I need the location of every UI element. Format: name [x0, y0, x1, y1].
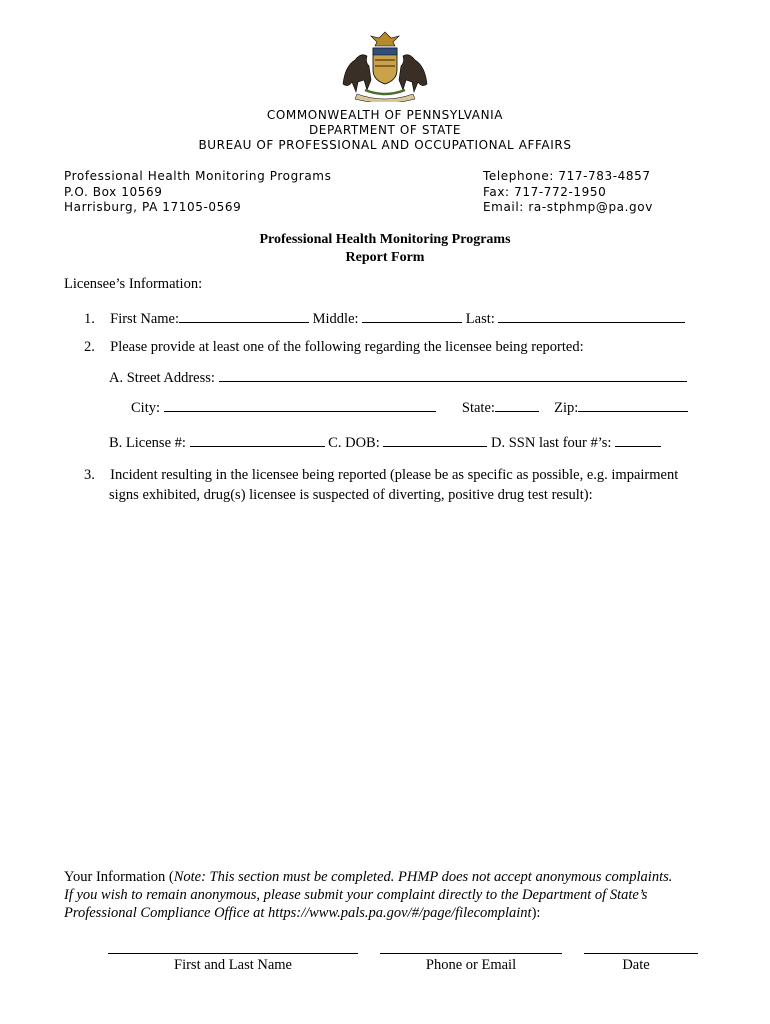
address-line-3: Harrisburg, PA 17105-0569	[64, 200, 242, 214]
agency-line-2: DEPARTMENT OF STATE	[308, 123, 462, 137]
item-1-row	[84, 309, 685, 328]
section-label: Licensee’s Information:	[64, 276, 203, 292]
address-line-1: Professional Health Monitoring Programs	[64, 169, 332, 183]
item-2-row	[84, 339, 584, 356]
item-number: 1.	[84, 311, 95, 327]
incident-description-area[interactable]	[64, 512, 704, 852]
last-name-field[interactable]	[498, 309, 685, 323]
ssn-label: D. SSN last four #’s:	[491, 435, 612, 451]
note-line-3: Professional Compliance Office at https://www.pals.pa.gov/#/page/filecomplaint	[64, 905, 532, 921]
fax: Fax: 717-772-1950	[483, 184, 607, 199]
date-label: Date	[622, 957, 650, 973]
form-title-line-1: Professional Health Monitoring Programs	[259, 232, 511, 247]
note-line-2: If you wish to remain anonymous, please submit your complaint directly to the Department of State’s	[64, 887, 648, 903]
street-address-row	[109, 368, 687, 387]
your-info-tail: ):	[531, 905, 541, 921]
city-row	[131, 398, 688, 417]
agency-header	[0, 108, 770, 153]
agency-line-1: COMMONWEALTH OF PENNSYLVANIA	[266, 108, 504, 122]
form-title	[0, 231, 770, 267]
zip-label: Zip:	[554, 400, 579, 416]
identifiers-row	[109, 433, 661, 452]
agency-line-3: BUREAU OF PROFESSIONAL AND OCCUPATIONAL AFFAIRS	[198, 138, 572, 152]
telephone: Telephone: 717-783-4857	[483, 169, 651, 183]
dob-label: C. DOB:	[328, 435, 380, 451]
item-3-line-1: Incident resulting in the licensee being reported (please be as specific as possible, e.g. impairment	[110, 467, 679, 483]
email: Email: ra-stphmp@pa.gov	[483, 200, 653, 214]
name-signature-line[interactable]	[108, 953, 358, 954]
your-info-line-3	[64, 905, 540, 922]
item-number: 2.	[84, 339, 95, 355]
dob-field[interactable]	[383, 433, 487, 447]
item-3-line-2: signs exhibited, drug(s) licensee is suspected of diverting, positive drug test result):	[109, 487, 593, 503]
state-field[interactable]	[495, 398, 539, 412]
contact-info	[483, 169, 653, 216]
your-info-line-1	[64, 869, 672, 886]
contact-label: Phone or Email	[425, 957, 517, 973]
middle-label: Middle:	[312, 311, 359, 327]
ssn-field[interactable]	[615, 433, 661, 447]
last-label: Last:	[465, 311, 495, 327]
street-address-field[interactable]	[219, 368, 687, 382]
note-line-1: Note: This section must be completed. PHMP does not accept anonymous complaints.	[173, 869, 673, 885]
city-label: City:	[131, 400, 161, 416]
street-address-label: A. Street Address:	[109, 370, 215, 386]
date-signature-line[interactable]	[584, 953, 698, 954]
item-2-text: Please provide at least one of the following regarding the licensee being reported:	[110, 339, 584, 355]
contact-signature-line[interactable]	[380, 953, 562, 954]
first-name-field[interactable]	[179, 309, 309, 323]
state-label: State:	[461, 400, 495, 416]
address-line-2: P.O. Box 10569	[64, 184, 163, 199]
middle-name-field[interactable]	[362, 309, 462, 323]
item-number: 3.	[84, 467, 95, 483]
form-title-line-2: Report Form	[345, 250, 425, 265]
zip-field[interactable]	[578, 398, 688, 412]
your-info-lead: Your Information (	[64, 869, 174, 885]
license-field[interactable]	[190, 433, 325, 447]
city-field[interactable]	[164, 398, 436, 412]
license-label: B. License #:	[109, 435, 186, 451]
name-label: First and Last Name	[174, 957, 292, 973]
mailing-address	[64, 169, 331, 216]
item-3-row	[84, 467, 678, 484]
pennsylvania-coat-of-arms-icon	[335, 30, 435, 102]
first-name-label: First Name:	[110, 311, 179, 327]
